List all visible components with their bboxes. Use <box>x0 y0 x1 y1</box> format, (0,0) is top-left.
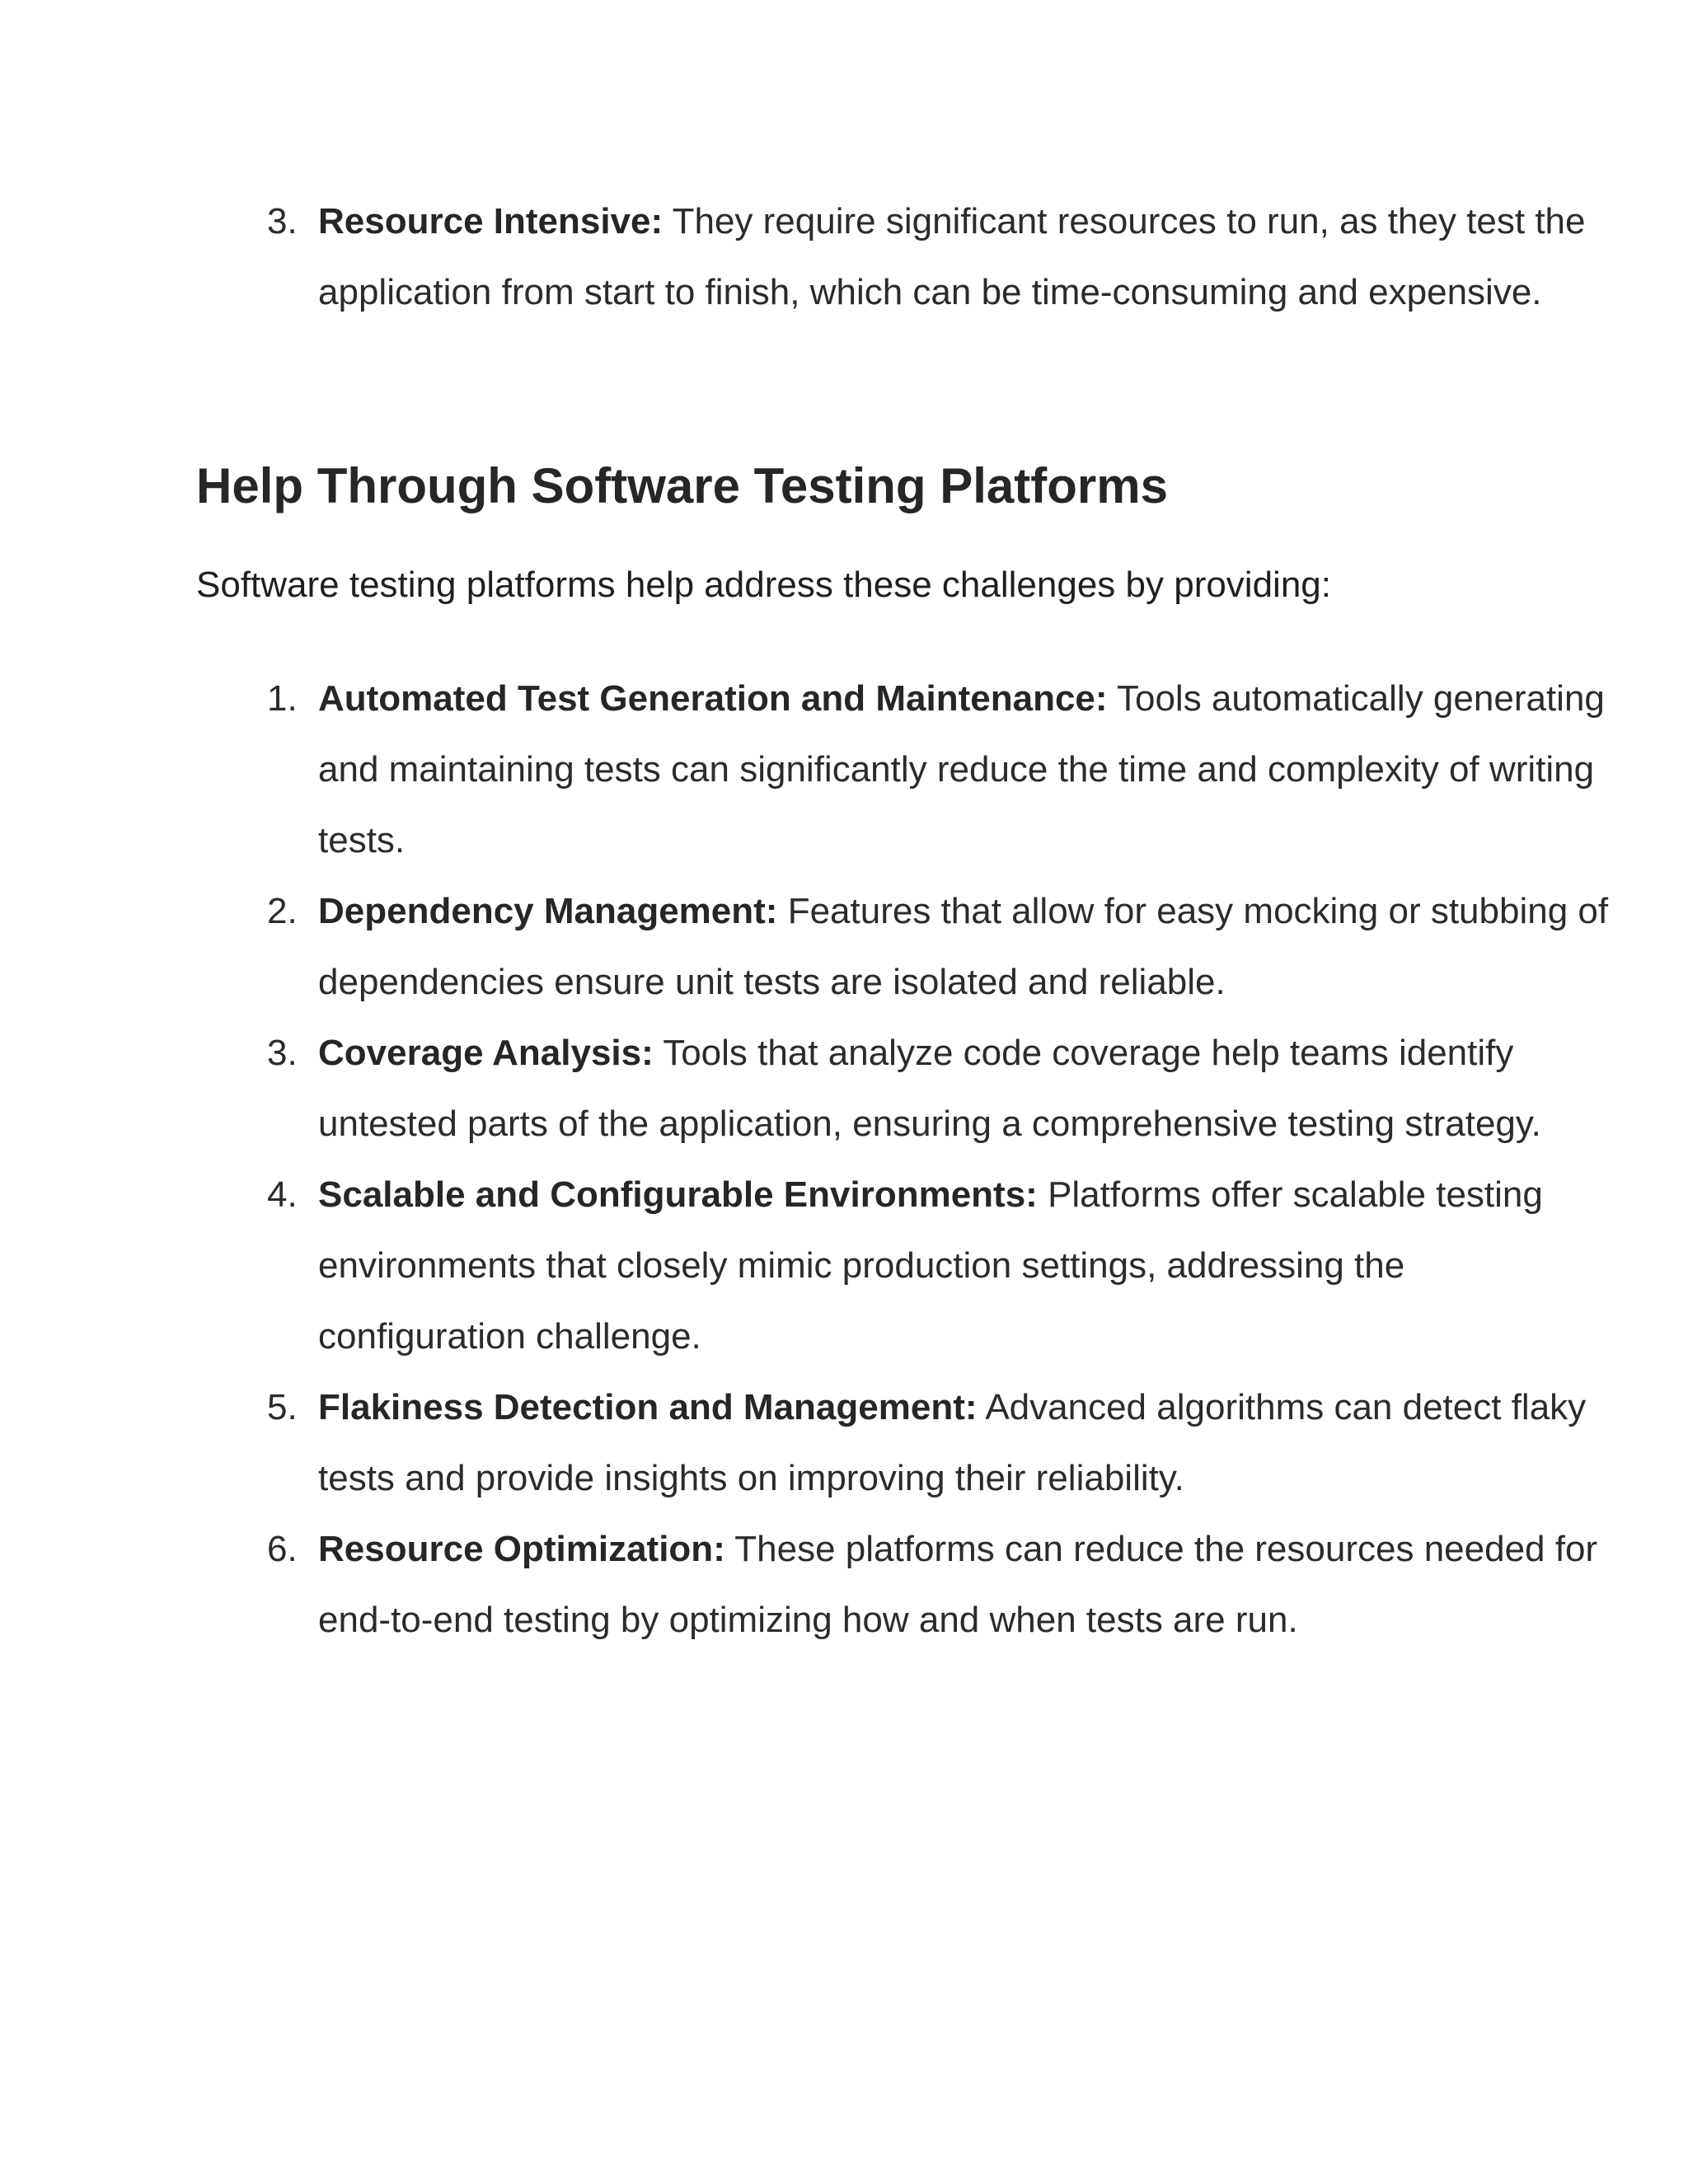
list-item-text: Platforms offer scalable testing environments that closely mimic production settings, addressing the configuration challenge. <box>318 1174 1543 1357</box>
list-item-term: Scalable and Configurable Environments: <box>318 1174 1038 1215</box>
list-item-text: They require significant resources to run, as they test the application from start to finish, which can be time-consuming and expensive. <box>318 201 1586 312</box>
list-number: 6. <box>267 1529 298 1569</box>
list-item-text: Features that allow for easy mocking or stubbing of dependencies ensure unit tests are isolated and reliable. <box>318 891 1609 1002</box>
list-number: 5. <box>267 1387 298 1427</box>
platform-benefits-list <box>0 663 1612 1656</box>
list-number: 1. <box>267 678 298 719</box>
list-item-term: Automated Test Generation and Maintenance: <box>318 678 1108 719</box>
list-number: 4. <box>267 1174 298 1215</box>
list-item-term: Resource Optimization: <box>318 1529 725 1569</box>
list-item <box>0 1514 1612 1656</box>
list-item-text: Advanced algorithms can detect flaky tests and provide insights on improving their reliability. <box>318 1387 1587 1498</box>
list-item-text: Tools that analyze code coverage help teams identify untested parts of the application, ensuring a comprehensive testing strategy. <box>318 1033 1541 1144</box>
challenges-list-continued <box>0 186 1612 328</box>
list-item <box>0 1018 1612 1160</box>
section-intro: Software testing platforms help address these challenges by providing: <box>196 565 1331 605</box>
list-number: 3. <box>267 201 298 241</box>
list-item-term: Flakiness Detection and Management: <box>318 1387 978 1427</box>
list-item-term: Coverage Analysis: <box>318 1033 654 1073</box>
list-item-text: Tools automatically generating and maintaining tests can significantly reduce the time and complexity of writing tests. <box>318 678 1605 860</box>
list-item <box>0 1372 1612 1514</box>
list-number: 2. <box>267 891 298 931</box>
list-item <box>0 1160 1612 1372</box>
list-item-text: These platforms can reduce the resources needed for end-to-end testing by optimizing how and when tests are run. <box>318 1529 1598 1640</box>
list-item <box>0 663 1612 876</box>
list-item-term: Resource Intensive: <box>318 201 663 241</box>
list-number: 3. <box>267 1033 298 1073</box>
list-item <box>0 876 1612 1018</box>
list-item-term: Dependency Management: <box>318 891 778 931</box>
list-item <box>0 186 1612 328</box>
section-heading: Help Through Software Testing Platforms <box>196 458 1168 513</box>
